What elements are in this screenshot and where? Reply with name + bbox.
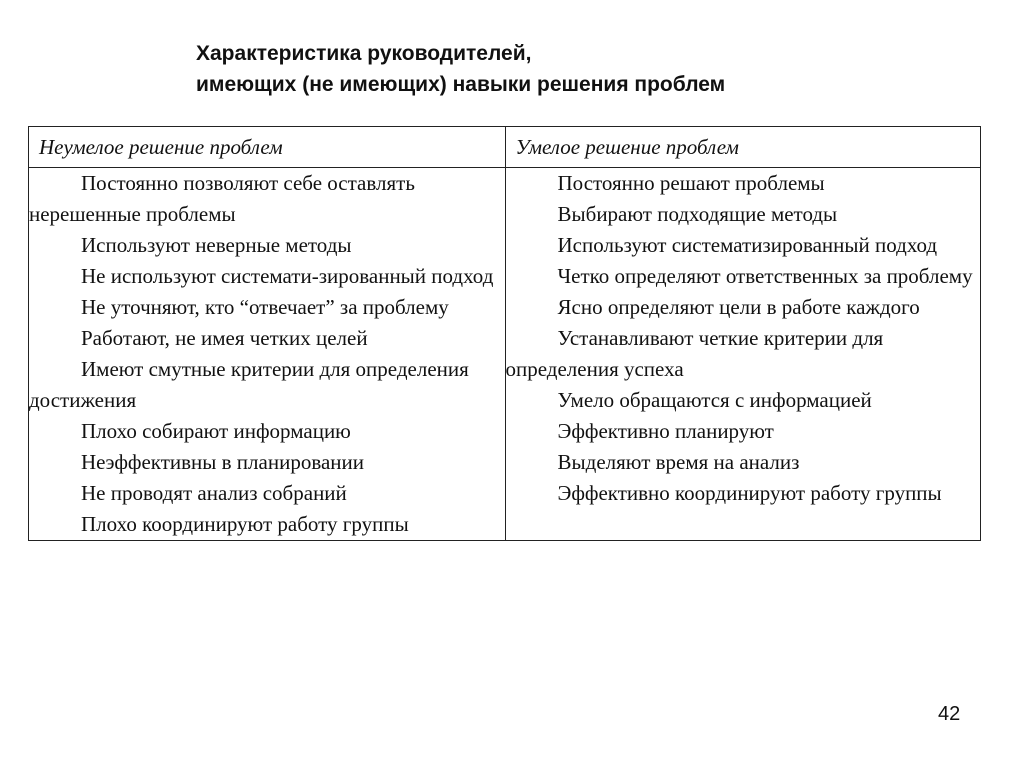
list-item: Имеют смутные критерии для определения достижения	[29, 357, 469, 412]
list-item: Используют систематизированный подход	[557, 233, 938, 257]
title-line-2: имеющих (не имеющих) навыки решения проблем	[196, 73, 726, 96]
skilled-column	[505, 168, 980, 541]
unskilled-column	[29, 168, 506, 541]
list-item: Не используют системати-зированный подход	[81, 264, 494, 288]
list-item: Выбирают подходящие методы	[557, 202, 838, 226]
header-skilled: Умелое решение проблем	[505, 127, 980, 168]
list-item: Постоянно решают проблемы	[557, 171, 825, 195]
title-line-1: Характеристика руководителей,	[196, 42, 532, 65]
slide-title	[196, 38, 725, 100]
comparison-table	[28, 126, 981, 541]
header-unskilled: Неумелое решение проблем	[29, 127, 506, 168]
list-item: Ясно определяют цели в работе каждого	[557, 295, 920, 319]
table-body-row	[29, 168, 981, 541]
list-item: Выделяют время на анализ	[557, 450, 800, 474]
list-item: Неэффективны в планировании	[81, 450, 364, 474]
list-item: Не проводят анализ собраний	[81, 481, 347, 505]
list-item: Устанавливают четкие критерии для определения успеха	[505, 326, 884, 381]
list-item: Четко определяют ответственных за проблему	[557, 264, 973, 288]
list-item: Плохо собирают информацию	[81, 419, 351, 443]
table-header-row	[29, 127, 981, 168]
list-item: Эффективно планируют	[557, 419, 774, 443]
list-item: Плохо координируют работу группы	[81, 512, 409, 536]
list-item: Не уточняют, кто “отвечает” за проблему	[81, 295, 449, 319]
list-item: Работают, не имея четких целей	[81, 326, 368, 350]
list-item: Эффективно координируют работу группы	[557, 481, 942, 505]
list-item: Постоянно позволяют себе оставлять нерешенные проблемы	[29, 171, 415, 226]
list-item: Умело обращаются с информацией	[557, 388, 872, 412]
page-number: 42	[938, 703, 961, 725]
list-item: Используют неверные методы	[81, 233, 352, 257]
